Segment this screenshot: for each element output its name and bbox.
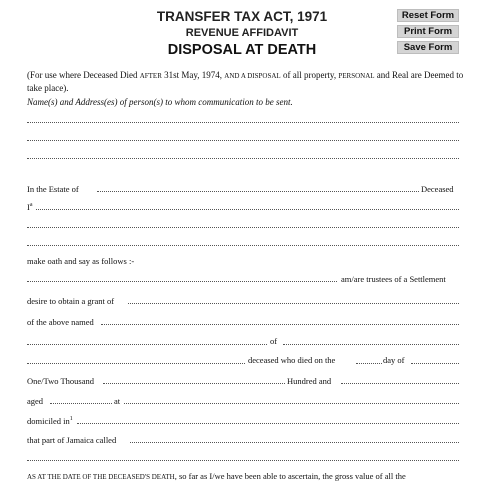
address-line-2-field[interactable]: [27, 134, 459, 141]
desire-label: desire to obtain a grant of: [27, 296, 115, 306]
jamaica-part-label: that part of Jamaica called: [27, 435, 117, 445]
one-two-thousand-label: One/Two Thousand: [27, 376, 95, 386]
year-remainder-field[interactable]: [341, 377, 459, 384]
trustees-field[interactable]: [27, 275, 337, 282]
death-month-field[interactable]: [411, 357, 459, 364]
form-heading: DISPOSAL AT DEATH: [167, 42, 317, 58]
hundred-and-label: Hundred and: [287, 376, 332, 386]
deponent-line-2-field[interactable]: [27, 221, 459, 228]
make-oath-label: make oath and say as follows :-: [27, 256, 135, 266]
age-field[interactable]: [50, 397, 112, 404]
name-field[interactable]: [27, 338, 267, 345]
aged-label: aged: [27, 396, 44, 406]
deceased-label: Deceased: [421, 184, 454, 194]
communication-note: Name(s) and Address(es) of person(s) to whom communication to be sent.: [27, 97, 293, 107]
year-hundreds-field[interactable]: [103, 377, 285, 384]
deceased-name-field[interactable]: [27, 357, 245, 364]
deponent-line-3-field[interactable]: [27, 239, 459, 246]
domicile-field[interactable]: [77, 417, 459, 424]
jamaica-part-field[interactable]: [130, 436, 459, 443]
deponent-name-field[interactable]: [36, 203, 459, 210]
grant-type-field[interactable]: [128, 297, 459, 304]
form-subtitle: REVENUE AFFIDAVIT: [185, 27, 299, 39]
address-line-1-field[interactable]: [27, 116, 459, 123]
jamaica-part-line-2-field[interactable]: [27, 454, 459, 461]
domiciled-label: domiciled $in^1$: [27, 416, 73, 426]
of-address-field[interactable]: [283, 338, 459, 345]
at-label: at: [114, 396, 121, 406]
estate-name-field[interactable]: [97, 185, 419, 192]
death-day-field[interactable]: [356, 357, 382, 364]
death-place-field[interactable]: [124, 397, 459, 404]
save-form-button[interactable]: Save Form: [397, 41, 459, 54]
above-named-label: of the above named: [27, 317, 94, 327]
above-named-field[interactable]: [101, 318, 459, 325]
estate-label: In the Estate of: [27, 184, 79, 194]
reset-form-button[interactable]: Reset Form: [397, 9, 459, 22]
died-on-label: deceased who died on the: [248, 355, 336, 365]
deponent-label: $I^a$: [27, 202, 33, 212]
address-line-3-field[interactable]: [27, 152, 459, 159]
intro-text: (For use where Deceased Died AFTER 31st May, 1974, AND A DISPOSAL of all property, PERSONAL and Real are Deemed to take place).: [27, 70, 464, 93]
trustees-label: am/are trustees of a Settlement: [341, 274, 446, 284]
print-form-button[interactable]: Print Form: [397, 25, 459, 38]
form-title: TRANSFER TAX ACT, 1971: [156, 9, 328, 24]
day-of-label: day of: [383, 355, 405, 365]
closing-statement: AS AT THE DATE OF THE DECEASED'S DEATH, so far as I/we have been able to ascertain, the gross value of all the: [27, 471, 406, 481]
of-label: of: [270, 336, 278, 346]
